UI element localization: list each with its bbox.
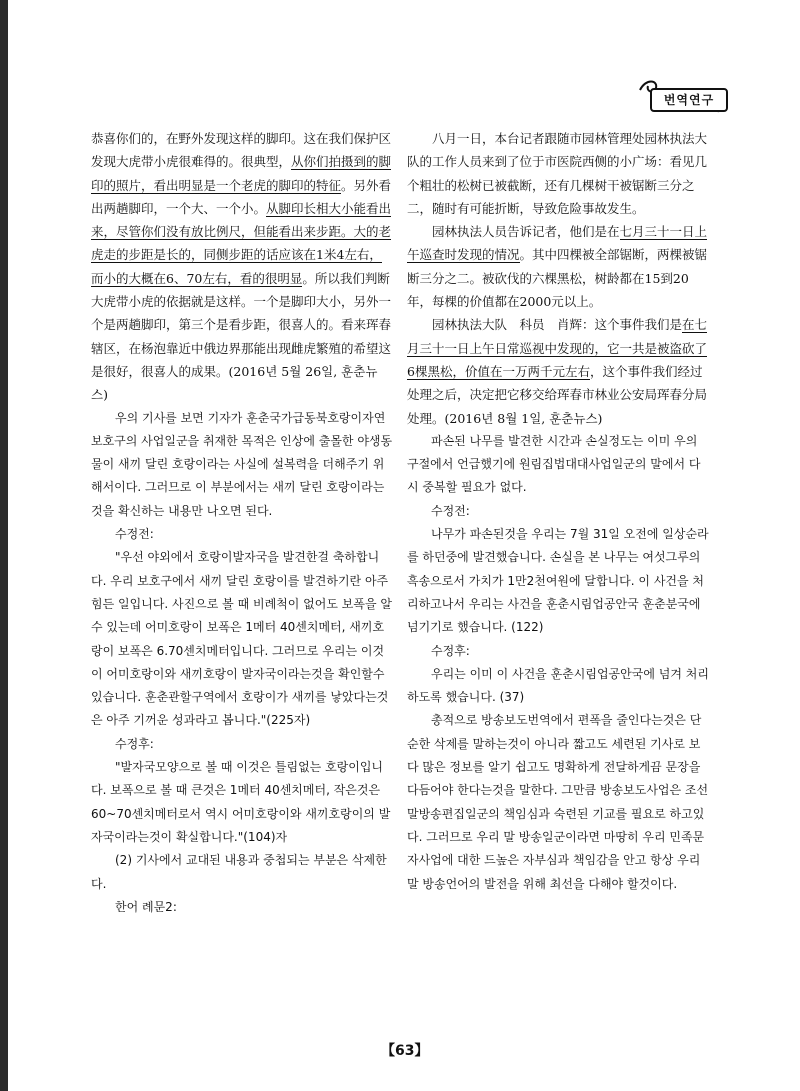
text-segment: 园林执法人员告诉记者，他们是在 [432, 224, 620, 240]
quote-before-edit: "우선 야외에서 호랑이발자국을 발견한걸 축하합니다. 우리 보호구에서 새끼 달린 호랑이를 발견하기란 아주 힘든 일입니다. 사진으로 볼 때 비례척이 없어도 보폭을 알수 있는데 어미호랑이 보폭은 1메터 40센치메터, 새끼호랑이 보폭은 6.70센치메터입니다. 그러므로 우리는 이것이 어미호랑이와 새끼호랑이 발자국이라는것을 확인할수 있습니다. 훈춘관할구역에서 호랑이가 새끼를 낳았다는것은 아주 기꺼운 성과라고 봅니다."(225자) [91, 550, 392, 728]
underlined-segment: 从你们拍摄到的脚印的照片，看出明显是一个老虎的脚印的特征 [91, 154, 392, 193]
text-segment: 。其中四棵被全部锯断，两棵被锯断三分之二。被砍伐的六棵黑松，树龄都在15到20年，每棵的价值都在2000元以上。 [407, 247, 708, 310]
right-column [407, 127, 709, 896]
text-segment: 。所以我们判断大虎带小虎的依据就是这样。一个是脚印大小，另外一个是两趟脚印，第三个是看步距，很喜人的。看来珲春辖区，在杨泡靠近中俄边界那能出现雌虎繁殖的希望这是很好，很喜人的成果。(2016년 5월 26일, 훈춘뉴스) [91, 270, 392, 403]
left-column [91, 127, 393, 919]
label-before-edit: 수정전: [115, 527, 154, 542]
chinese-paragraph: 八月一日，本台记者跟随市园林管理处园林执法大队的工作人员来到了位于市医院西侧的小广场：看见几个粗壮的松树已被截断，还有几棵树干被锯断三分之二，随时有可能折断，导致危险事故发生。 [407, 131, 708, 216]
chinese-paragraph [407, 313, 709, 429]
underlined-segment: 在七月三十一日上午日常巡视中发现的，它一共是被盗砍了6棵黑松，价值在一万两千元左右 [407, 317, 708, 379]
label-before-edit: 수정전: [431, 503, 470, 518]
underlined-segment: 从脚印长相大小能看出来，尽管你们没有放比例尺，但能看出来步距。大的老虎走的步距是长的，同侧步距的话应该在1米4左右，而小的大概在6、70左右，看的很明显 [91, 200, 392, 286]
example-2-label: 한어 례문2: [115, 899, 177, 914]
text-segment: ，这个事件我们经过处理之后，决定把它移交给珲春市林业公安局珲春分局处理。(2016년 8월 1일, 훈춘뉴스) [407, 363, 708, 426]
label-after-edit: 수정후: [115, 736, 154, 751]
chinese-quote-paragraph [91, 127, 393, 407]
chinese-paragraph [407, 220, 709, 313]
page-number: 【63】 [381, 1043, 429, 1059]
korean-paragraph: 파손된 나무를 발견한 시간과 손실정도는 이미 우의 구절에서 언급했기에 원림집법대대사업일군의 말에서 다시 중복할 필요가 없다. [407, 433, 701, 495]
journal-logo [636, 76, 728, 116]
logo-text: 번역연구 [650, 88, 728, 112]
korean-paragraph: 우의 기사를 보면 기자가 훈춘국가급동북호랑이자연보호구의 사업일군을 취재한 목적은 인상에 출몰한 야생동물이 새끼 달린 호랑이라는 사실에 설복력을 더해주기 위해서이다. 그러므로 이 부분에서는 새끼 달린 호랑이라는것을 확신하는 내용만 나오면 된다. [91, 410, 393, 518]
quote-after-edit: 우리는 이미 이 사건을 훈춘시림업공안국에 넘겨 처리하도록 했습니다. (37) [407, 666, 709, 705]
label-after-edit: 수정후: [431, 643, 470, 658]
quote-before-edit: 나무가 파손된것을 우리는 7월 31일 오전에 일상순라를 하던중에 발견했습니다. 손실을 본 나무는 여섯그루의 흑송으로서 가치가 1만2천여원에 달합니다. 이 사건을 처리하고나서 우리는 사건을 훈춘시림업공안국 훈춘분국에 넘기기로 했습니다. (122) [407, 527, 709, 635]
point-2-heading: (2) 기사에서 교대된 내용과 중첩되는 부분은 삭제한다. [91, 853, 387, 891]
quote-after-edit: "발자국모양으로 볼 때 이것은 틀림없는 호랑이입니다. 보폭으로 볼 때 큰것은 1메터 40센치메터, 작은것은 60~70센치메터로서 역시 어미호랑이와 새끼호랑이의 발자국이라는것이 확실합니다."(104)자 [91, 760, 391, 844]
binding-strip [0, 0, 8, 1091]
korean-conclusion: 총적으로 방송보도번역에서 편폭을 줄인다는것은 단순한 삭제를 말하는것이 아니라 짧고도 세련된 기사로 보다 많은 정보를 알기 쉽고도 명확하게 전달하게끔 문장을 다듬어야 한다는것을 말한다. 그만큼 방송보도사업은 조선말방송편집일군의 책임심과 숙련된 기교를 필요로 하고있다. 그러므로 우리 말 방송일군이라면 마땅히 우리 민족문자사업에 대한 드높은 자부심과 책임감을 안고 항상 우리 말 방송언어의 발전을 위해 최선을 다해야 할것이다. [407, 713, 709, 891]
text-segment: 园林执法大队 科员 肖辉：这个事件我们是 [432, 317, 683, 333]
text-segment: 恭喜你们的，在野外发现这样的脚印。这在我们保护区发现大虎带小虎很难得的。很典型， [91, 131, 392, 170]
text-segment: 。另外看出两趟脚印，一个大、一个小。 [91, 177, 392, 216]
underlined-segment: 七月三十一日上午巡查时发现的情况 [407, 224, 708, 263]
